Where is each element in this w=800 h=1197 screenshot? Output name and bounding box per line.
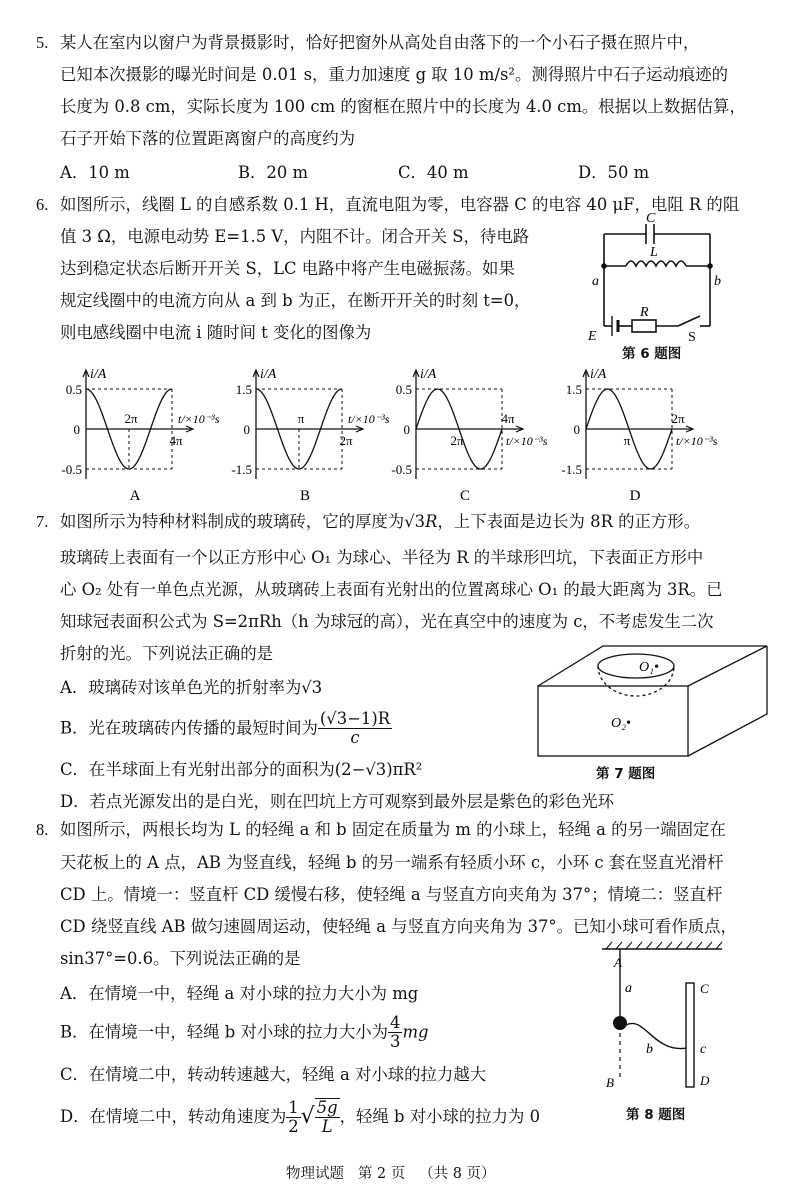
q8-option-d-denominator: 2 [288, 1116, 299, 1136]
circuit-label-a: a [592, 274, 599, 289]
mid-tick-label: 2π [124, 411, 138, 426]
option-letter: B [299, 488, 311, 504]
q6-figure-caption: 第 6 题图 [622, 346, 682, 362]
q8-line-3: CD 上。情境一：竖直杆 CD 缓慢右移，使轻绳 a 与竖直方向夹角为 37°；情境二：竖直杆 [60, 885, 723, 904]
x-label: t/×10⁻³s [348, 412, 390, 426]
option-letter: C [459, 488, 471, 504]
q5-line-4: 石子开始下落的位置距离窗户的高度约为 [60, 129, 356, 148]
q8-label-b-point: B [606, 1075, 614, 1090]
q7-option-b[interactable] [60, 710, 392, 747]
q7-option-b-text: B．光在玻璃砖内传播的最短时间为 [60, 718, 318, 738]
q5-option-d[interactable]: D．50 m [578, 163, 650, 182]
x-label: t/×10⁻³s [506, 434, 548, 448]
circuit-label-b: b [714, 274, 721, 289]
end-tick-label: 4π [501, 411, 515, 426]
q5-number: 5. [36, 33, 49, 52]
y-min-label: -1.5 [561, 462, 582, 477]
q7-option-d[interactable]: D．若点光源发出的是白光，则在凹坑上方可观察到最外层是紫色的彩色光环 [60, 792, 615, 811]
circuit-label-r: R [640, 305, 649, 320]
q7-glass-brick-diagram [535, 642, 775, 760]
q8-label-d: D [700, 1073, 710, 1088]
x-label: t/×10⁻³s [178, 412, 220, 426]
q8-option-c[interactable]: C．在情境二中，转动转速越大，轻绳 a 对小球的拉力越大 [60, 1065, 487, 1084]
q8-option-b-denominator: 3 [390, 1032, 401, 1051]
q6-line-2: 值 3 Ω，电源电动势 E=1.5 V，内阻不计。闭合开关 S，待电路 [60, 227, 530, 246]
q7-option-b-denominator: c [350, 728, 360, 747]
q8-line-1: 如图所示，两根长均为 L 的轻绳 a 和 b 固定在质量为 m 的小球上，轻绳 a 的另一端固定在 [60, 820, 726, 839]
q5-line-3: 长度为 0.8 cm，实际长度为 100 cm 的窗框在照片中的长度为 4.0 cm。根据以上数据估算， [60, 97, 746, 116]
q8-number: 8. [36, 820, 49, 839]
q7-line-1-post: ，上下表面是边长为 8R 的正方形。 [437, 512, 701, 531]
q7-sqrt3: √3 [404, 512, 426, 531]
footer [286, 1162, 496, 1183]
option-letter: D [629, 488, 641, 504]
mid-tick-label: π [297, 411, 305, 426]
q5-line-1: 某人在室内以窗户为背景摄影时，恰好把窗外从高处自由落下的一个小石子摄在照片中， [60, 33, 700, 52]
y-max-label: 1.5 [235, 382, 252, 397]
q7-option-b-numerator: (√3−1)R [319, 709, 391, 728]
q5-option-c[interactable]: C．40 m [398, 163, 469, 182]
q7-figure-caption: 第 7 题图 [596, 766, 656, 782]
q8-option-d-sqrt-denominator: L [321, 1117, 333, 1136]
q7-number: 7. [36, 512, 49, 531]
option-letter: A [129, 488, 141, 504]
y-min-label: -1.5 [231, 462, 252, 477]
q6-line-3: 达到稳定状态后断开开关 S，LC 电路中将产生电磁振荡。如果 [60, 259, 515, 278]
zero-label: 0 [573, 422, 580, 437]
circuit-label-s: S [688, 330, 696, 342]
q7-label-o2: O₂• [611, 716, 631, 731]
q6-line-1: 如图所示，线圈 L 的自感系数 0.1 H，直流电阻为零，电容器 C 的电容 40 μF，电阻 R 的阻 [60, 195, 740, 214]
q7-line-2: 玻璃砖上表面有一个以正方形中心 O₁ 为球心、半径为 R 的半球形凹坑，下表面正方形中 [60, 548, 704, 567]
q6-graph-d [560, 366, 750, 506]
footer-subject: 物理试题 [286, 1166, 344, 1182]
y-max-label: 1.5 [565, 382, 582, 397]
zero-label: 0 [403, 422, 410, 437]
q8-option-b[interactable] [60, 1014, 428, 1051]
q7-line-5: 折射的光。下列说法正确的是 [60, 644, 274, 663]
q8-option-d-fraction [286, 1099, 300, 1136]
circuit-label-l: L [650, 245, 658, 260]
q8-option-d-sqrt-numerator: 5g [316, 1098, 338, 1117]
q6-graph-c [390, 366, 580, 506]
q7-option-c[interactable]: C．在半球面上有光射出部分的面积为(2−√3)πR² [60, 760, 423, 779]
y-max-label: 0.5 [395, 382, 412, 397]
y-label: i/A [420, 367, 437, 382]
q6-line-4: 规定线圈中的电流方向从 a 到 b 为正，在断开开关的时刻 t=0， [60, 291, 531, 310]
footer-total: （共 8 页） [419, 1166, 496, 1182]
zero-label: 0 [73, 422, 80, 437]
y-min-label: -0.5 [61, 462, 82, 477]
circuit-label-e: E [588, 329, 597, 342]
q5-option-a[interactable]: A．10 m [60, 163, 130, 182]
q8-option-b-fraction [388, 1014, 402, 1051]
q7-option-b-fraction [318, 710, 392, 747]
q7-line-1 [60, 512, 700, 532]
y-label: i/A [590, 367, 607, 382]
x-label: t/×10⁻³s [676, 434, 718, 448]
q8-label-rope-a: a [625, 981, 632, 996]
q8-figure-caption: 第 8 题图 [626, 1107, 686, 1123]
circuit-label-c: C [646, 212, 656, 226]
q8-option-b-unit: mg [402, 1022, 429, 1042]
q7-r: R [425, 512, 438, 531]
q8-option-d-sqrt-fraction [315, 1098, 340, 1136]
q8-option-d-tail: ，轻绳 b 对小球的拉力为 0 [339, 1107, 541, 1126]
q7-line-1-pre: 如图所示为特种材料制成的玻璃砖，它的厚度为 [60, 512, 405, 531]
q6-circuit-diagram [570, 212, 730, 342]
q6-line-5: 则电感线圈中电流 i 随时间 t 变化的图像为 [60, 323, 372, 342]
q8-option-a[interactable]: A．在情境一中，轻绳 a 对小球的拉力大小为 mg [60, 984, 419, 1003]
q8-option-d[interactable] [60, 1098, 540, 1136]
q8-line-5: sin37°=0.6。下列说法正确的是 [60, 949, 301, 968]
end-tick-label: 4π [169, 433, 183, 448]
end-tick-label: 2π [671, 411, 685, 426]
q8-label-rope-b: b [646, 1042, 653, 1057]
q7-option-a[interactable]: A．玻璃砖对该单色光的折射率为√3 [60, 678, 323, 697]
q8-option-b-numerator: 4 [390, 1013, 401, 1032]
q8-option-b-text: B．在情境一中，轻绳 b 对小球的拉力大小为 [60, 1022, 388, 1042]
mid-tick-label: π [623, 433, 631, 448]
q8-label-a-point: A [614, 955, 622, 970]
q8-label-ring-c: c [700, 1042, 707, 1057]
mid-tick-label: 2π [450, 433, 464, 448]
q5-line-2: 已知本次摄影的曝光时间是 0.01 s，重力加速度 g 取 10 m/s²。测得照片中石子运动痕迹的 [60, 65, 729, 84]
y-min-label: -0.5 [391, 462, 412, 477]
q8-line-4: CD 绕竖直线 AB 做匀速圆周运动，使轻绳 a 与竖直方向夹角为 37°。已知小球可看作质点， [60, 917, 737, 936]
q7-label-o1: O₁• [639, 660, 659, 675]
footer-page: 第 2 页 [357, 1166, 406, 1182]
zero-label: 0 [243, 422, 250, 437]
q8-sqrt-sign: √ [300, 1104, 315, 1129]
y-max-label: 0.5 [65, 382, 82, 397]
end-tick-label: 2π [339, 433, 353, 448]
q8-option-d-text: D．在情境二中，转动角速度为 [60, 1107, 287, 1126]
q8-option-d-numerator: 1 [288, 1097, 299, 1117]
y-label: i/A [90, 367, 107, 382]
q7-line-4: 知球冠表面积公式为 S=2πRh（h 为球冠的高），光在真空中的速度为 c，不考虑发生二次 [60, 612, 714, 631]
q6-graph-a [60, 366, 250, 506]
q8-line-2: 天花板上的 A 点，AB 为竖直线，轻绳 b 的另一端系有轻质小环 c，小环 c 套在竖直光滑杆 [60, 853, 724, 872]
y-label: i/A [260, 367, 277, 382]
q6-number: 6. [36, 195, 49, 214]
q7-line-3: 心 O₂ 处有一单色点光源，从玻璃砖上表面有光射出的位置离球心 O₁ 的最大距离为 3R。已 [60, 580, 723, 599]
q8-label-c-top: C [700, 981, 709, 996]
q8-pendulum-diagram [588, 935, 728, 1095]
q5-option-b[interactable]: B．20 m [238, 163, 309, 182]
